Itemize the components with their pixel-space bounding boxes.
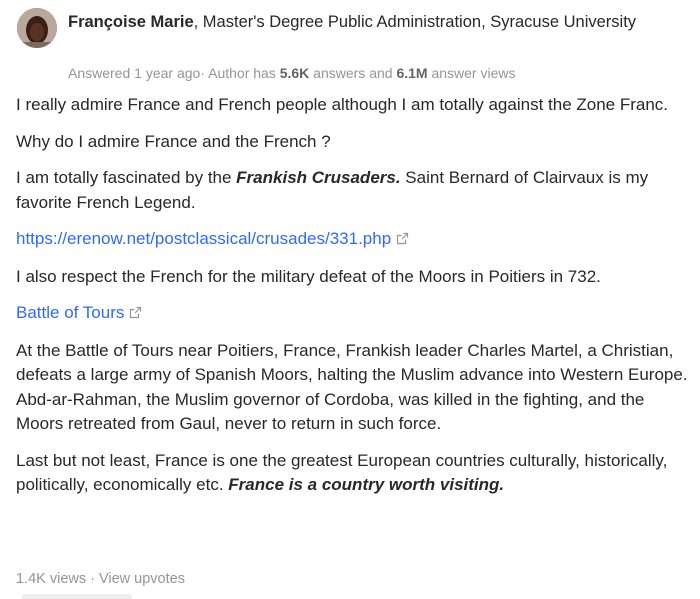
- views-label: answer views: [427, 65, 516, 81]
- view-upvotes-link[interactable]: View upvotes: [98, 571, 185, 587]
- paragraph-6-text: Last but not least, France is one the greatest European countries culturally, historically, politically, economically etc.: [16, 450, 668, 494]
- avatar[interactable]: [17, 8, 57, 48]
- answers-label: answers and: [309, 65, 397, 81]
- battle-of-tours-link[interactable]: Battle of Tours: [16, 303, 125, 322]
- paragraph-3: [16, 166, 688, 215]
- external-link-icon: [129, 302, 142, 327]
- paragraph-4: I also respect the French for the military defeat of the Moors in Poitiers in 732.: [16, 266, 601, 286]
- emphasis-worth-visiting: France is a country worth visiting.: [228, 475, 505, 494]
- paragraph-1: I really admire France and French people although I am totally against the Zone Franc.: [16, 95, 669, 114]
- paragraph-3-text: I am totally fascinated by the: [16, 168, 237, 187]
- link-paragraph-1: [16, 227, 688, 253]
- answer-header: [68, 10, 678, 34]
- author-name[interactable]: Françoise Marie: [68, 13, 194, 31]
- erenow-link[interactable]: https://erenow.net/postclassical/crusades/331.php: [16, 229, 392, 248]
- author-credential[interactable]: , Master's Degree Public Administration, Syracuse University: [193, 13, 637, 31]
- emphasis-frankish-crusaders: Frankish Crusaders.: [236, 168, 401, 187]
- footer-separator: ·: [90, 571, 95, 587]
- paragraph-6: [16, 449, 688, 498]
- answer-meta: [68, 63, 516, 83]
- action-bar-edge: [22, 594, 132, 599]
- answer-footer: [16, 569, 185, 589]
- views-count: 6.1M: [396, 65, 428, 81]
- meta-separator: ·: [200, 65, 205, 81]
- answer-body: [16, 93, 688, 510]
- author-has-label: Author has: [204, 65, 280, 81]
- answers-count: 5.6K: [279, 65, 310, 81]
- views-count-footer: 1.4K views: [16, 571, 87, 587]
- paragraph-5: At the Battle of Tours near Poitiers, France, Frankish leader Charles Martel, a Christian, defeats a large army of Spanish Moors, halting the Muslim advance into Western Europe. Abd-ar-Rahman, the Muslim governor of Cordoba, was killed in the fighting, and the Moors retreated from Gaul, never to return in such force.: [16, 340, 688, 433]
- paragraph-2: Why do I admire France and the French ?: [16, 131, 331, 151]
- link-paragraph-2: [16, 301, 688, 327]
- answered-date[interactable]: Answered 1 year ago: [68, 65, 201, 81]
- external-link-icon: [396, 228, 409, 253]
- paragraph-3-rest: Saint Bernard of Clairvaux is my favorite French Legend.: [16, 168, 649, 212]
